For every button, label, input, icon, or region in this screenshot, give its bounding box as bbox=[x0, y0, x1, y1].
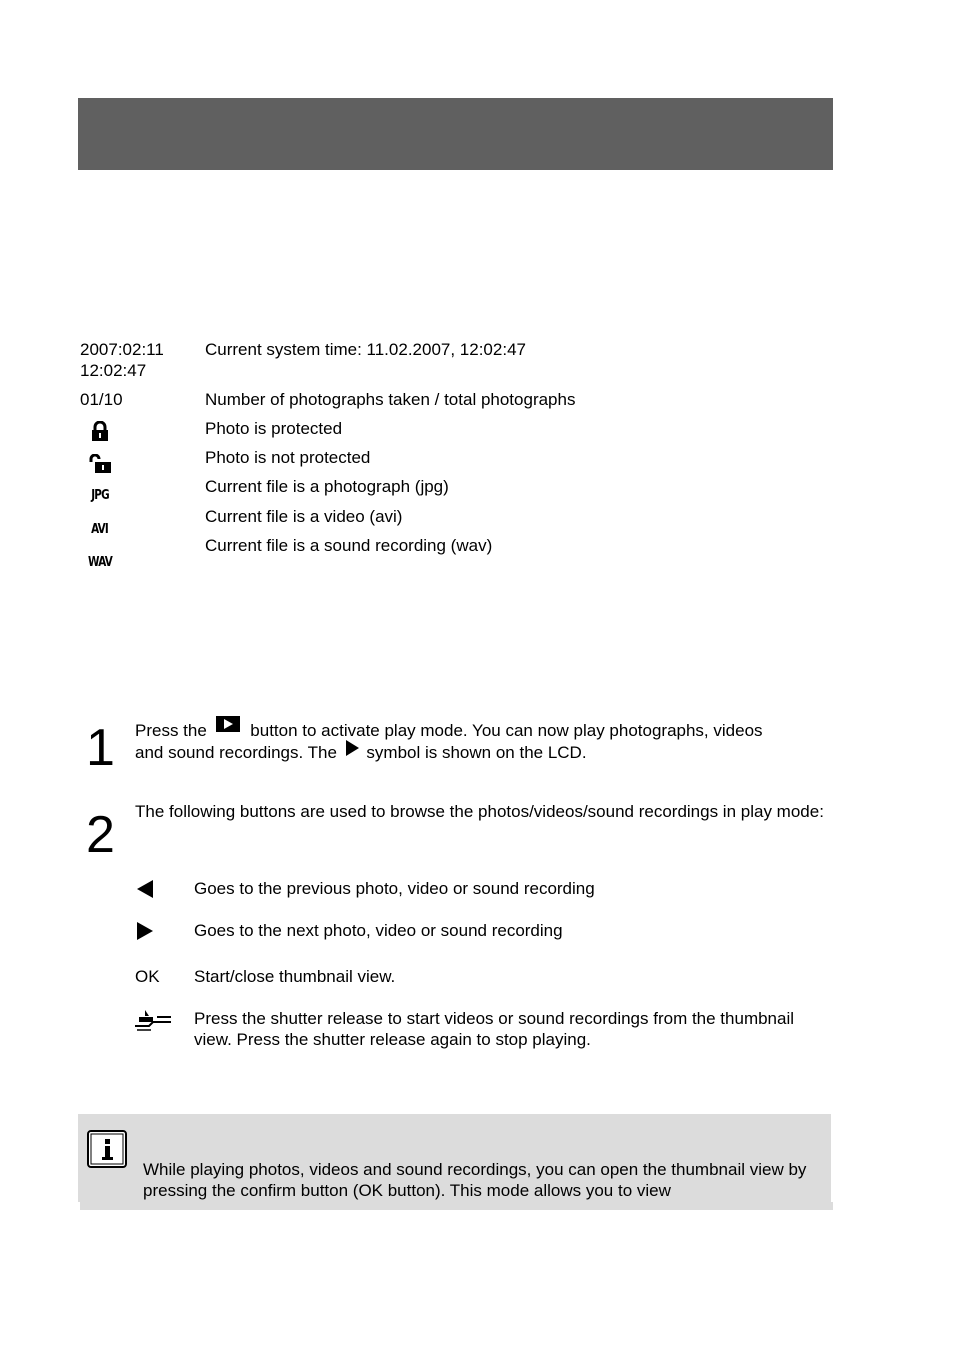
avi-description: Current file is a video (avi) bbox=[205, 507, 403, 526]
step-1-line-2 bbox=[135, 742, 587, 764]
step-1-text-c: and sound recordings. The bbox=[135, 743, 337, 762]
step-2-number: 2 bbox=[86, 806, 115, 864]
step-2-text: The following buttons are used to browse the photos/videos/sound recordings in play mode: bbox=[135, 802, 824, 821]
time-description: Current system time: 11.02.2007, 12:02:47 bbox=[205, 340, 526, 359]
lock-closed-icon bbox=[84, 419, 116, 443]
wav-icon-label: WAV bbox=[88, 554, 112, 570]
avi-icon-label: AVI bbox=[91, 521, 109, 537]
ok-key: OK bbox=[135, 967, 160, 986]
next-description: Goes to the next photo, video or sound recording bbox=[194, 921, 563, 940]
step-1-text-d: symbol is shown on the LCD. bbox=[366, 743, 587, 762]
jpg-description: Current file is a photograph (jpg) bbox=[205, 477, 449, 496]
step-1-text-a: Press the bbox=[135, 721, 207, 740]
right-arrow-icon bbox=[135, 922, 175, 945]
section-header-bar bbox=[78, 98, 833, 170]
lock-open-icon bbox=[84, 452, 116, 476]
jpg-icon bbox=[84, 484, 116, 506]
unprotected-description: Photo is not protected bbox=[205, 448, 371, 467]
protected-description: Photo is protected bbox=[205, 419, 343, 438]
avi-icon bbox=[84, 518, 116, 540]
shutter-release-icon bbox=[135, 1008, 175, 1037]
note-box-bottom-strip bbox=[80, 1202, 833, 1210]
step-1-number: 1 bbox=[86, 719, 115, 777]
play-button-icon bbox=[216, 716, 240, 737]
shutter-description: Press the shutter release to start videos or sound recordings from the thumbnail view. Press the shutter release again to stop playing. bbox=[194, 1009, 795, 1049]
jpg-icon-label: JPG bbox=[91, 487, 109, 503]
wav-description: Current file is a sound recording (wav) bbox=[205, 536, 493, 555]
prev-description: Goes to the previous photo, video or sound recording bbox=[194, 879, 595, 898]
ok-description: Start/close thumbnail view. bbox=[194, 967, 396, 986]
play-symbol-icon bbox=[345, 740, 359, 761]
step-1-line-1 bbox=[135, 720, 763, 742]
time-key: 2007:02:11 12:02:47 bbox=[80, 340, 164, 380]
note-text: While playing photos, videos and sound recordings, you can open the thumbnail view by pressing the confirm button (OK button). This mode allows you to view bbox=[143, 1160, 807, 1200]
count-description: Number of photographs taken / total photographs bbox=[205, 390, 576, 409]
info-icon bbox=[87, 1130, 127, 1168]
count-key: 01/10 bbox=[80, 390, 123, 409]
step-1-text-b: button to activate play mode. You can now play photographs, videos bbox=[250, 721, 763, 740]
left-arrow-icon bbox=[135, 880, 175, 903]
wav-icon bbox=[84, 551, 116, 573]
